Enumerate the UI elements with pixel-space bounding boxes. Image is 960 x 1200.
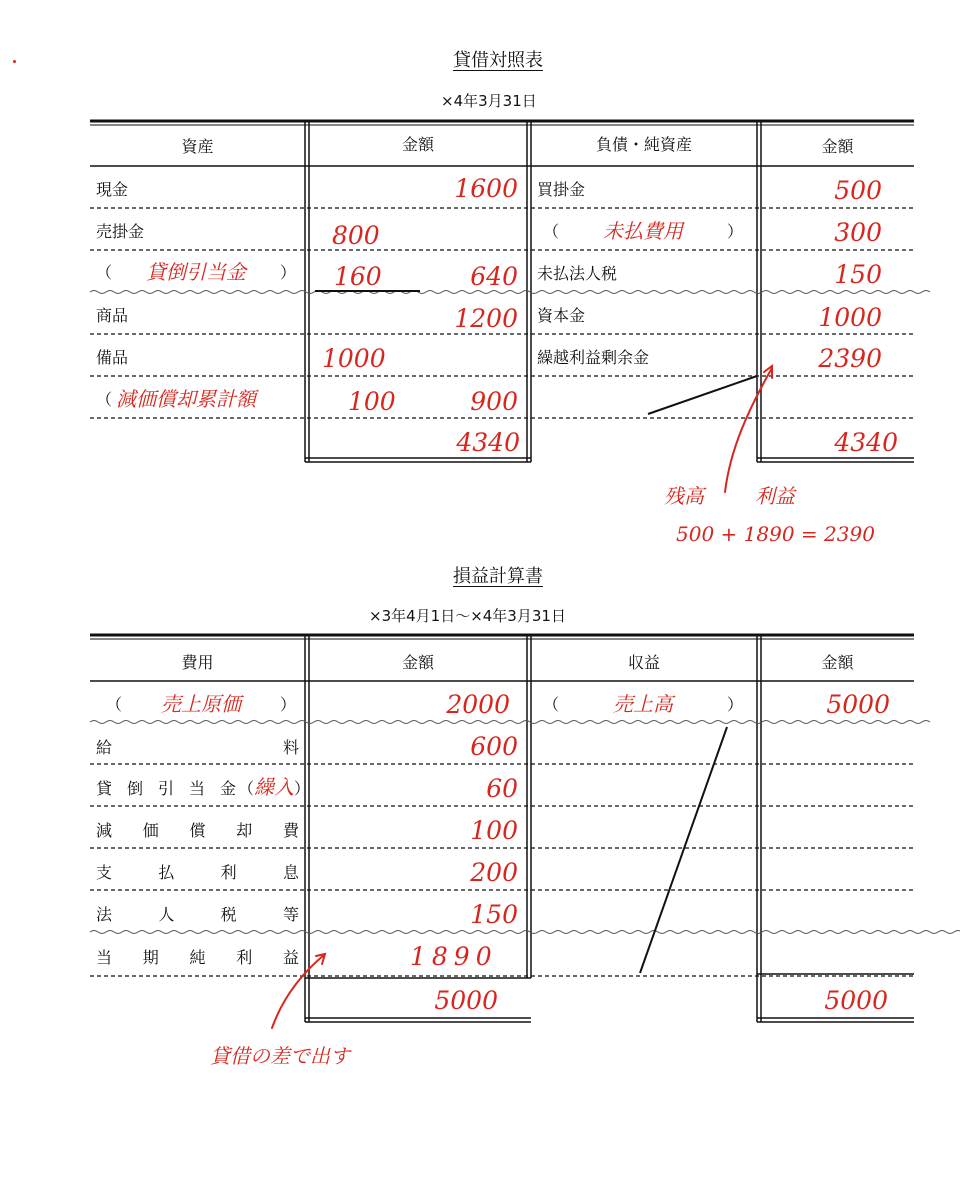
expense-amount-depreciation: 100 bbox=[470, 816, 518, 845]
assets-total: 4340 bbox=[456, 428, 520, 457]
expense-amount-interest-expense: 200 bbox=[470, 858, 518, 887]
close-paren: ） bbox=[726, 222, 743, 241]
header-amount: 金額 bbox=[401, 653, 434, 672]
asset-sub-accounts-receivable: 800 bbox=[332, 221, 380, 250]
asset-label-accumulated-depreciation bbox=[96, 387, 296, 410]
annotation-formula: 500 + 1890 = 2390 bbox=[676, 522, 875, 546]
header-expenses: 費用 bbox=[181, 653, 214, 672]
annotation-profit-label: 利益 bbox=[755, 484, 795, 508]
liability-amount-income-tax-payable: 150 bbox=[834, 260, 882, 289]
asset-amount-net-equipment: 900 bbox=[470, 387, 518, 416]
expense-label-bad-debt-provision bbox=[96, 775, 311, 799]
header-amount: 金額 bbox=[821, 137, 854, 156]
asset-amount-cash: 1600 bbox=[454, 174, 518, 203]
liability-label-income-tax-payable: 未払法人税 bbox=[537, 264, 618, 283]
header-revenue: 収益 bbox=[627, 653, 660, 672]
asset-label-allowance bbox=[96, 260, 296, 283]
asset-label-equipment: 備品 bbox=[96, 348, 129, 367]
open-paren: （ bbox=[543, 222, 560, 241]
allowance-fill: 貸倒引当金 bbox=[146, 259, 246, 284]
liabilities-equity-total: 4340 bbox=[834, 428, 898, 457]
revenue-total: 5000 bbox=[824, 986, 888, 1015]
equity-amount-capital-stock: 1000 bbox=[818, 303, 882, 332]
close-paren: ） bbox=[726, 695, 743, 714]
expense-amount-net-income: 1890 bbox=[410, 942, 498, 971]
equity-amount-retained-earnings: 2390 bbox=[818, 344, 882, 373]
close-paren: ） bbox=[279, 695, 296, 714]
balance-sheet-title: 貸借対照表 bbox=[453, 50, 543, 71]
expense-amount-salaries: 600 bbox=[470, 732, 518, 761]
income-statement-period: ×3年4月1日〜×4年3月31日 bbox=[369, 607, 566, 625]
asset-sub-accumulated-depreciation: 100 bbox=[348, 387, 396, 416]
open-paren: （ bbox=[106, 695, 123, 714]
expense-label-net-income: 当期純利益 bbox=[96, 948, 299, 967]
revenue-amount-sales: 5000 bbox=[826, 690, 890, 719]
header-amount: 金額 bbox=[401, 135, 434, 154]
asset-label-cash: 現金 bbox=[96, 180, 129, 199]
close-paren: ） bbox=[294, 779, 311, 798]
open-paren: （ bbox=[543, 695, 560, 714]
header-liabilities-equity: 負債・純資産 bbox=[595, 135, 692, 154]
liability-label-accrued-expenses bbox=[543, 219, 743, 242]
open-paren: （ bbox=[96, 390, 113, 409]
cost-of-sales-fill: 売上原価 bbox=[161, 691, 241, 716]
expense-amount-income-taxes: 150 bbox=[470, 900, 518, 929]
stray-mark bbox=[13, 60, 16, 63]
expense-amount-cost-of-sales: 2000 bbox=[446, 690, 510, 719]
close-paren: ） bbox=[279, 263, 296, 282]
expense-label-cost-of-sales bbox=[106, 692, 296, 715]
asset-amount-net-receivable: 640 bbox=[470, 262, 518, 291]
open-paren: （ bbox=[96, 263, 113, 282]
accrued-expenses-fill: 未払費用 bbox=[603, 218, 683, 243]
accumulated-depreciation-fill: 減価償却累計額 bbox=[116, 386, 257, 411]
liability-label-accounts-payable: 買掛金 bbox=[537, 180, 586, 199]
asset-sub-allowance: 160 bbox=[334, 262, 382, 291]
expense-label-income-taxes: 法人税等 bbox=[96, 905, 299, 924]
bad-debt-fill: 繰入 bbox=[254, 775, 295, 799]
header-amount: 金額 bbox=[821, 653, 854, 672]
liability-amount-accounts-payable: 500 bbox=[834, 176, 882, 205]
expense-amount-bad-debt-provision: 60 bbox=[486, 774, 518, 803]
open-paren: （ bbox=[238, 779, 255, 798]
bad-debt-label: 貸倒引当金 bbox=[96, 779, 236, 798]
asset-label-accounts-receivable: 売掛金 bbox=[96, 222, 145, 241]
expense-label-depreciation: 減価償却費 bbox=[96, 821, 299, 840]
equity-label-retained-earnings: 繰越利益剰余金 bbox=[537, 348, 650, 367]
income-statement-title: 損益計算書 bbox=[453, 566, 543, 587]
balance-sheet-date: ×4年3月31日 bbox=[441, 92, 537, 110]
expenses-total: 5000 bbox=[434, 986, 498, 1015]
annotation-balance-label: 残高 bbox=[664, 484, 704, 508]
sales-fill: 売上高 bbox=[613, 691, 673, 716]
asset-label-merchandise: 商品 bbox=[96, 306, 129, 325]
expense-label-interest-expense: 支払利息 bbox=[96, 863, 299, 882]
liability-amount-accrued-expenses: 300 bbox=[834, 218, 882, 247]
asset-sub-equipment: 1000 bbox=[322, 344, 386, 373]
asset-amount-merchandise: 1200 bbox=[454, 304, 518, 333]
revenue-label-sales bbox=[543, 692, 743, 715]
equity-label-capital-stock: 資本金 bbox=[537, 306, 586, 325]
annotation-income-note: 貸借の差で出す bbox=[210, 1044, 350, 1068]
expense-label-salaries: 給料 bbox=[96, 738, 299, 757]
header-assets: 資産 bbox=[181, 137, 214, 156]
